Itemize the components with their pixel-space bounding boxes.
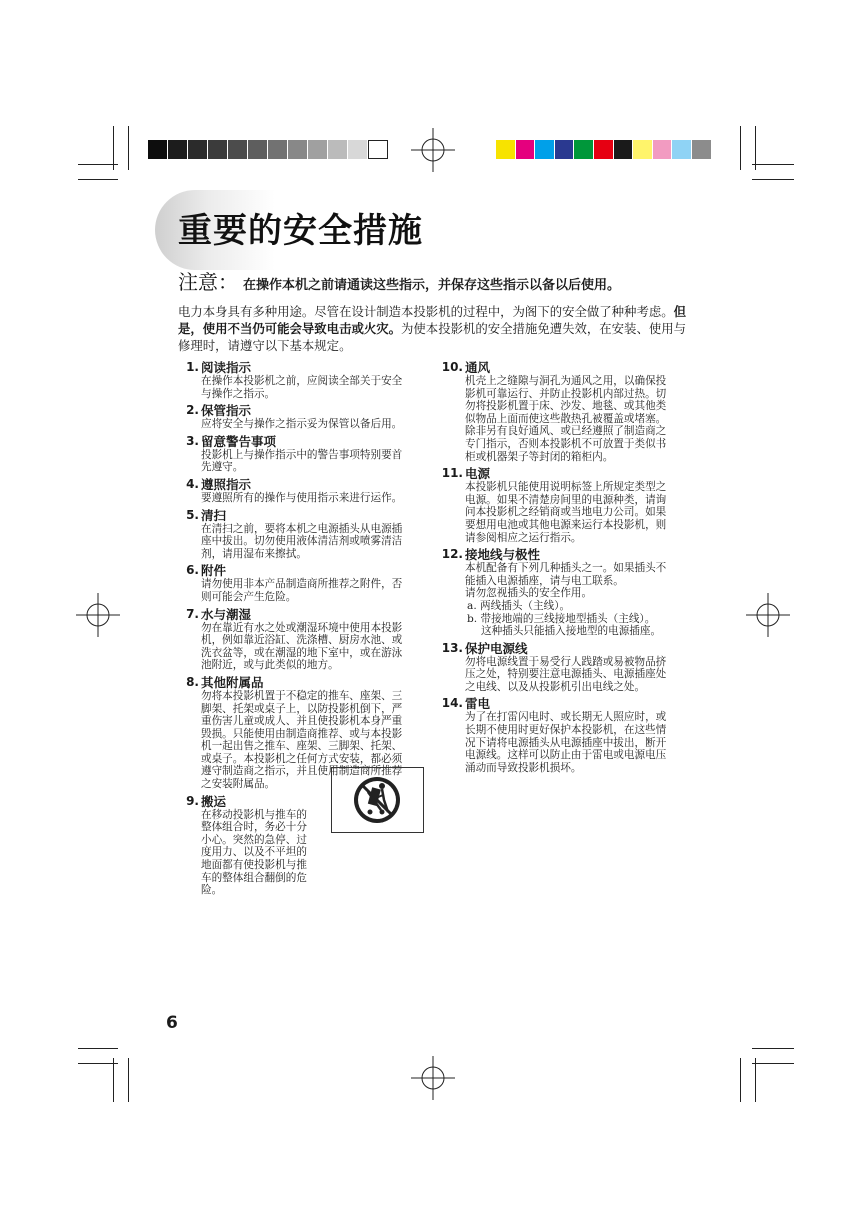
- body-line: 涌动而导致投影机损坏。: [465, 761, 582, 774]
- color-swatch: [574, 140, 594, 159]
- safety-item: [177, 508, 427, 561]
- item-body: [465, 562, 693, 638]
- body-line: 之安装附属品。: [201, 778, 276, 791]
- body-line: 专门指示，否则本投影机不可放置于类似书: [465, 437, 667, 450]
- body-line: 机壳上之缝隙与洞孔为通风之用，以确保投: [465, 375, 667, 387]
- right-column: [441, 360, 693, 777]
- body-line: 小心。突然的急停、过: [201, 833, 307, 846]
- crop-mark: [113, 1058, 114, 1102]
- safety-item: [441, 696, 693, 774]
- body-line: 在清扫之前，要将本机之电源插头从电源插: [201, 522, 403, 535]
- item-heading: 搬运: [201, 793, 227, 809]
- body-line: 与操作之指示。: [201, 387, 276, 400]
- body-line: 除非另有良好通风、或已经遵照了制造商之: [465, 425, 667, 438]
- body-line: 影机可靠运行、并防止投影机内部过热。切: [465, 387, 667, 400]
- gray-swatch: [268, 140, 288, 159]
- sub-line: b. 带接地端的三线接地型插头（主线）。: [467, 612, 656, 625]
- body-line: 压之处，特别要注意电源插头、电源插座处: [465, 668, 667, 681]
- item-heading: 保护电源线: [465, 640, 528, 656]
- item-number: 4.: [186, 476, 199, 491]
- item-body: [201, 492, 427, 505]
- item-heading: 其他附属品: [201, 674, 264, 690]
- item-body: [465, 375, 693, 463]
- item-number: 14.: [441, 696, 463, 711]
- registration-mark-icon: [411, 128, 455, 172]
- gray-swatch: [368, 140, 388, 159]
- body-line: 勿将电源线置于易受行人践踏或易被物品挤: [465, 655, 667, 668]
- body-line: 度用力、以及不平坦的: [201, 846, 307, 859]
- gray-swatch: [168, 140, 188, 159]
- gray-swatch: [308, 140, 328, 159]
- safety-item: [441, 360, 693, 463]
- safety-item: [177, 403, 427, 431]
- sub-note: 这种插头只能插入接地型的电源插座。: [481, 625, 662, 638]
- body-line: 要遵照所有的操作与使用指示来进行运作。: [201, 491, 403, 504]
- item-heading: 接地线与极性: [465, 547, 541, 563]
- safety-item: [441, 547, 693, 638]
- body-line: 应将安全与操作之指示妥为保管以备后用。: [201, 418, 403, 431]
- body-line: 似物品上面而使这些散热孔被覆盖或堵塞。: [465, 412, 667, 425]
- body-line: 在移动投影机与推车的: [201, 808, 307, 821]
- body-line: 之电线、以及从投影机引出电线之处。: [465, 680, 646, 693]
- body-line: 本投影机只能使用说明标签上所规定类型之: [465, 481, 667, 494]
- color-swatch: [516, 140, 536, 159]
- body-line: 则可能会产生危险。: [201, 590, 297, 603]
- body-line: 请勿使用非本产品制造商所推荐之附件，否: [201, 578, 403, 591]
- page-number: 6: [166, 1013, 178, 1033]
- color-swatch: [594, 140, 614, 159]
- notice-text: 在操作本机之前请通读这些指示，并保存这些指示以备以后使用。: [243, 278, 621, 293]
- safety-item: [177, 607, 427, 672]
- item-heading: 通风: [465, 360, 491, 375]
- item-number: 6.: [186, 563, 199, 578]
- intro-text: 为使本投影机的安全措施免遭失效，在安装、使用与修理时，请遵守以下基本规定。: [178, 321, 687, 353]
- gray-swatch: [348, 140, 368, 159]
- cart-warning-box: [331, 767, 424, 833]
- notice-label: 注意：: [178, 270, 238, 294]
- crop-mark: [740, 126, 741, 170]
- cart-tipover-warning-icon: [332, 768, 423, 832]
- item-number: 9.: [186, 793, 199, 808]
- color-swatch: [633, 140, 653, 159]
- gray-swatch: [188, 140, 208, 159]
- body-line: 先遵守。: [201, 461, 244, 474]
- body-line: 座中拔出。切勿使用液体清洁剂或喷雾清洁: [201, 535, 403, 548]
- item-number: 2.: [186, 403, 199, 418]
- item-heading: 留意警告事项: [201, 433, 277, 449]
- crop-mark: [740, 1058, 741, 1102]
- intro-text: 电力本身具有多种用途。尽管在设计制造本投影机的过程中，为阁下的安全做了种种考虑。: [178, 304, 674, 319]
- sub-line: a. 两线插头（主线）。: [467, 599, 571, 612]
- item-number: 11.: [441, 466, 463, 481]
- item-heading: 阅读指示: [201, 360, 252, 375]
- intro-warning: 但是，使用不当仍可能会导致电击或火灾。: [178, 304, 687, 336]
- item-body: [201, 523, 427, 561]
- crop-mark: [752, 1048, 794, 1049]
- body-line: 勿将投影机置于床、沙发、地毯、或其他类: [465, 400, 667, 413]
- item-number: 13.: [441, 640, 463, 655]
- registration-mark-icon: [746, 593, 790, 637]
- page-title: 重要的安全措施: [178, 211, 423, 251]
- body-line: 要想用电池或其他电源来运行本投影机，则: [465, 518, 667, 531]
- crop-mark: [752, 179, 794, 180]
- crop-mark: [752, 164, 794, 165]
- safety-item: [441, 641, 693, 694]
- body-line: 或桌子。本投影机之任何方式安装，都必须: [201, 752, 403, 765]
- item-heading: 遵照指示: [201, 476, 252, 492]
- intro-paragraph: [178, 303, 692, 354]
- color-swatch: [653, 140, 673, 159]
- body-line: 重伤害儿童或成人、并且使投影机本身严重: [201, 715, 403, 728]
- body-line: 整体组合时，务必十分: [201, 821, 307, 834]
- item-heading: 保管指示: [201, 403, 252, 419]
- crop-mark: [78, 1063, 118, 1064]
- color-calibration-bar: [496, 140, 712, 159]
- safety-item: [177, 477, 427, 505]
- item-heading: 清扫: [201, 507, 227, 523]
- body-line: 为了在打雷闪电时、或长期无人照应时，或: [465, 711, 667, 724]
- crop-mark: [78, 179, 118, 180]
- gray-swatch: [288, 140, 308, 159]
- body-line: 电源。如果不清楚房间里的电源种类，请询: [465, 493, 667, 506]
- item-body: [465, 711, 693, 774]
- crop-mark: [755, 1058, 756, 1102]
- crop-mark: [128, 1058, 129, 1102]
- item-number: 1.: [186, 360, 199, 374]
- body-line: 勿将本投影机置于不稳定的推车、座架、三: [201, 689, 403, 702]
- body-line: 剂，请用湿布来擦拭。: [201, 547, 307, 560]
- body-line: 投影机上与操作指示中的警告事项特别要首: [201, 448, 403, 461]
- safety-item: [177, 360, 427, 400]
- crop-mark: [128, 126, 129, 170]
- color-swatch: [672, 140, 692, 159]
- crop-mark: [78, 164, 118, 165]
- item-body: [201, 622, 427, 672]
- body-line: 遵守制造商之指示，并且使用制造商所推荐: [201, 765, 403, 778]
- item-body: [201, 375, 427, 400]
- body-line: 洗衣盆等，或在潮湿的地下室中，或在游泳: [201, 646, 403, 659]
- item-number: 12.: [441, 547, 463, 562]
- item-body: [465, 481, 693, 544]
- body-line: 问本投影机之经销商或当地电力公司。如果: [465, 506, 667, 519]
- item-body: [201, 578, 427, 603]
- crop-mark: [78, 1048, 118, 1049]
- item-body: [201, 449, 427, 474]
- safety-item: [177, 563, 427, 603]
- registration-mark-icon: [411, 1056, 455, 1100]
- body-line: 本机配备有下列几种插头之一。如果插头不: [465, 562, 667, 575]
- registration-mark-icon: [76, 593, 120, 637]
- body-line: 况下请将电源插头从电源插座中拔出，断开: [465, 736, 667, 749]
- item-heading: 水与潮湿: [201, 606, 252, 622]
- body-line: 柜或机器架子等封闭的箱柜内。: [465, 450, 614, 463]
- grayscale-calibration-bar: [148, 140, 388, 159]
- color-swatch: [692, 140, 712, 159]
- body-line: 机一起出售之推车、座架、三脚架、托架、: [201, 740, 403, 753]
- item-body: [201, 418, 427, 431]
- body-line: 长期不使用时更好保护本投影机，在这些情: [465, 724, 667, 737]
- item-heading: 附件: [201, 563, 227, 579]
- crop-mark: [752, 1063, 794, 1064]
- gray-swatch: [208, 140, 228, 159]
- gray-swatch: [248, 140, 268, 159]
- item-body: [465, 656, 693, 694]
- item-heading: 电源: [465, 466, 491, 482]
- body-line: 勿在靠近有水之处或潮湿环境中使用本投影: [201, 621, 403, 634]
- color-swatch: [555, 140, 575, 159]
- gray-swatch: [328, 140, 348, 159]
- item-number: 8.: [186, 674, 199, 689]
- item-heading: 雷电: [465, 696, 491, 712]
- body-line: 毁损。只能使用由制造商推荐、或与本投影: [201, 727, 403, 740]
- body-line: 车的整体组合翻倒的危: [201, 871, 307, 884]
- color-swatch: [535, 140, 555, 159]
- item-number: 10.: [441, 360, 463, 374]
- body-line: 池附近，或与此类似的地方。: [201, 659, 339, 672]
- item-number: 7.: [186, 606, 199, 621]
- safety-item: [177, 434, 427, 474]
- item-number: 5.: [186, 507, 199, 522]
- body-line: 在操作本投影机之前，应阅读全部关于安全: [201, 375, 403, 387]
- gray-swatch: [148, 140, 168, 159]
- body-line: 电源线。这样可以防止由于雷电或电源电压: [465, 749, 667, 762]
- gray-swatch: [228, 140, 248, 159]
- body-line: 请参阅相应之运行指示。: [465, 531, 582, 544]
- body-line: 脚架、托架或桌子上，以防投影机倒下，严: [201, 702, 403, 715]
- body-line: 险。: [201, 884, 223, 897]
- body-line: 能插入电源插座，请与电工联系。: [465, 574, 624, 587]
- item-number: 3.: [186, 433, 199, 448]
- body-line: 机，例如靠近浴缸、洗涤槽、厨房水池、或: [201, 634, 403, 647]
- color-swatch: [496, 140, 516, 159]
- safety-item: [441, 466, 693, 544]
- body-line: 地面都有使投影机与推: [201, 859, 307, 872]
- color-swatch: [614, 140, 634, 159]
- body-line: 请勿忽视插头的安全作用。: [465, 587, 593, 600]
